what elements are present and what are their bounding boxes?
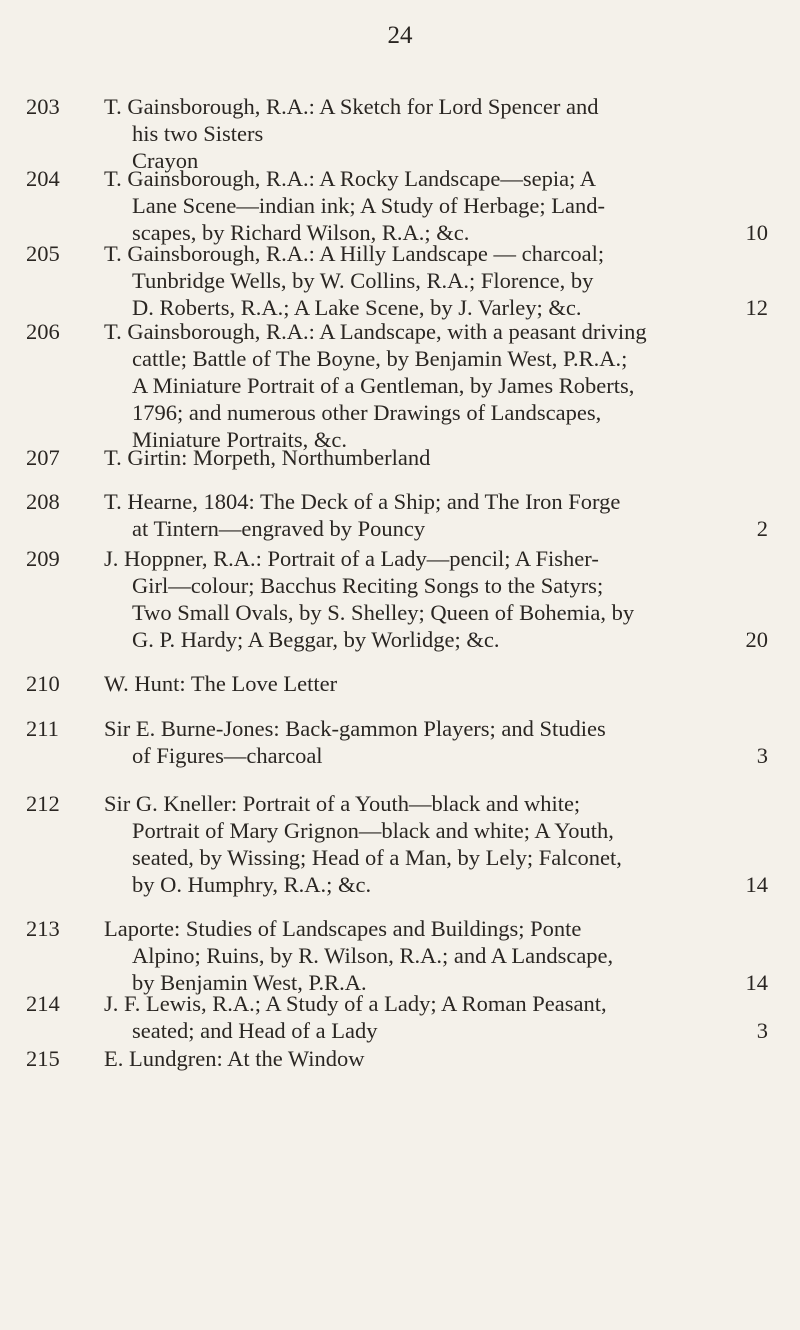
lot-line-text: his two Sisters [132,121,264,146]
lot-number: 208 [26,489,60,514]
lot-quantity: 12 [745,295,768,320]
lot-description [104,715,768,769]
lot-quantity: 14 [745,872,768,897]
lot-line [104,318,768,345]
lot-line [104,742,768,769]
lot-line-text: Lane Scene—indian ink; A Study of Herbage; Land- [132,193,606,218]
lot-line [104,545,768,572]
lot-line-text: D. Roberts, R.A.; A Lake Scene, by J. Varley; &c. [132,295,582,320]
lot-line-text: scapes, by Richard Wilson, R.A.; &c. [132,220,470,245]
page-number: 24 [387,22,413,49]
lot-number: 203 [26,94,60,119]
lot-line [104,399,768,426]
lot-line [104,294,768,321]
lot-line [104,165,768,192]
lot-number: 204 [26,166,60,191]
lot-quantity: 3 [756,1018,768,1043]
lot-line-text: T. Gainsborough, R.A.: A Rocky Landscape—sepia; A [104,166,597,191]
lot-line [104,444,768,471]
lot-line [104,670,768,697]
lot-line-text: Two Small Ovals, by S. Shelley; Queen of Bohemia, by [132,600,635,625]
lot-line [104,93,768,120]
lot-line [104,790,768,817]
lot-line [104,942,768,969]
lot-quantity: 14 [745,970,768,995]
lot-line-text: Miniature Portraits, &c. [132,427,347,452]
lot-line-text: G. P. Hardy; A Beggar, by Worlidge; &c. [132,627,500,652]
lot-line-text: cattle; Battle of The Boyne, by Benjamin West, P.R.A.; [132,346,628,371]
lot-description [104,790,768,898]
lot-number: 209 [26,546,60,571]
lot-number: 207 [26,445,60,470]
lot-line [104,120,768,147]
lot-line-text: J. Hoppner, R.A.: Portrait of a Lady—pencil; A Fisher- [104,546,599,571]
lot-line-text: by Benjamin West, P.R.A. [132,970,367,995]
lot-number: 214 [26,991,60,1016]
lot-line [104,844,768,871]
lot-number: 210 [26,671,60,696]
lot-number: 212 [26,791,60,816]
lot-line-text: T. Gainsborough, R.A.: A Hilly Landscape — charcoal; [104,241,605,266]
lot-line [104,1045,768,1072]
lot-line [104,372,768,399]
lot-line-text: Portrait of Mary Grignon—black and white; A Youth, [132,818,614,843]
lot-description [104,488,768,542]
lot-line-text: Tunbridge Wells, by W. Collins, R.A.; Florence, by [132,268,594,293]
lot-description [104,915,768,996]
lot-line-text: Girl—colour; Bacchus Reciting Songs to the Satyrs; [132,573,604,598]
lot-line-text: E. Lundgren: At the Window [104,1046,365,1071]
lot-line-text: T. Girtin: Morpeth, Northumberland [104,445,431,470]
lot-line [104,572,768,599]
lot-number: 211 [26,716,59,741]
lot-line [104,192,768,219]
lot-line-text: J. F. Lewis, R.A.; A Study of a Lady; A Roman Peasant, [104,991,607,1016]
lot-description [104,240,768,321]
lot-line-text: T. Gainsborough, R.A.: A Landscape, with a peasant driving [104,319,647,344]
lot-description [104,990,768,1044]
lot-line-text: by O. Humphry, R.A.; &c. [132,872,372,897]
lot-line-text: A Miniature Portrait of a Gentleman, by James Roberts, [132,373,635,398]
lot-number: 215 [26,1046,60,1071]
lot-description [104,93,768,174]
lot-line [104,817,768,844]
lot-description [104,444,768,471]
lot-description [104,165,768,246]
lot-line-text: Laporte: Studies of Landscapes and Buildings; Ponte [104,916,582,941]
lot-line-text: seated; and Head of a Lady [132,1018,378,1043]
lot-line [104,715,768,742]
lot-line [104,488,768,515]
lot-description [104,318,768,453]
lot-line-text: seated, by Wissing; Head of a Man, by Lely; Falconet, [132,845,622,870]
lot-description [104,670,768,697]
lot-line-text: Crayon [132,148,199,173]
lot-line [104,240,768,267]
lot-line-text: Sir G. Kneller: Portrait of a Youth—black and white; [104,791,581,816]
lot-number: 206 [26,319,60,344]
lot-line [104,267,768,294]
lot-line [104,599,768,626]
lot-number: 205 [26,241,60,266]
lot-line [104,345,768,372]
lot-line [104,515,768,542]
lot-quantity: 20 [745,627,768,652]
lot-description [104,1045,768,1072]
lot-line-text: T. Hearne, 1804: The Deck of a Ship; and The Iron Forge [104,489,621,514]
lot-line [104,915,768,942]
lot-line [104,990,768,1017]
lot-line-text: 1796; and numerous other Drawings of Landscapes, [132,400,602,425]
lot-line [104,1017,768,1044]
lot-quantity: 10 [745,220,768,245]
lot-line-text: T. Gainsborough, R.A.: A Sketch for Lord Spencer and [104,94,599,119]
lot-quantity: 2 [756,516,768,541]
lot-line [104,871,768,898]
lot-number: 213 [26,916,60,941]
lot-quantity: 3 [756,743,768,768]
lot-line-text: at Tintern—engraved by Pouncy [132,516,426,541]
lot-description [104,545,768,653]
lot-line-text: Sir E. Burne-Jones: Back-gammon Players; and Studies [104,716,606,741]
lot-line-text: of Figures—charcoal [132,743,323,768]
lot-line-text: Alpino; Ruins, by R. Wilson, R.A.; and A Landscape, [132,943,614,968]
lot-line [104,626,768,653]
lot-line-text: W. Hunt: The Love Letter [104,671,338,696]
